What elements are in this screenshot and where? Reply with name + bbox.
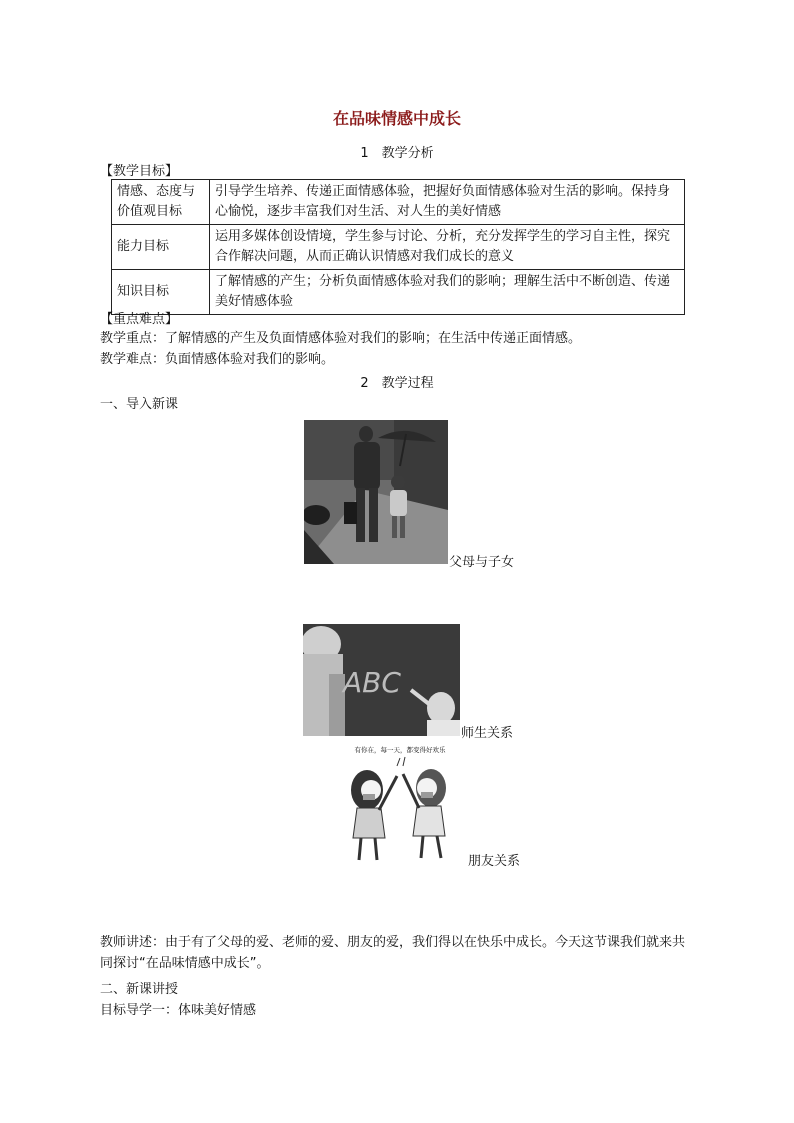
goal-text: 引导学生培养、传递正面情感体验，把握好负面情感体验对生活的影响。保持身心愉悦，逐步丰富我们对生活、对人生的美好情感	[210, 180, 685, 225]
teacher-talk-paragraph	[100, 932, 690, 974]
page-title: 在品味情感中成长	[332, 109, 461, 128]
caption-friends: 朋友关系	[468, 854, 521, 869]
table-row	[112, 180, 685, 225]
friends-illustration	[333, 742, 467, 866]
goal-label: 知识目标	[112, 270, 210, 315]
section-heading-process: 2 教学过程	[360, 376, 434, 391]
keypoints-heading: 【重点难点】	[100, 312, 179, 327]
table-row	[112, 225, 685, 270]
goal-text: 运用多媒体创设情境，学生参与讨论、分析，充分发挥学生的学习自主性，探究合作解决问题，从而正确认识情感对我们成长的意义	[210, 225, 685, 270]
difficult-point-text: 教学难点：负面情感体验对我们的影响。	[100, 352, 335, 367]
table-row	[112, 270, 685, 315]
caption-teacher: 师生关系	[461, 726, 514, 741]
friends-banner: 有你在，每一天，都变得好欢乐	[354, 746, 446, 754]
goal-text: 了解情感的产生；分析负面情感体验对我们的影响；理解生活中不断创造、传递美好情感体验	[210, 270, 685, 315]
teacher-student-photo	[303, 624, 460, 736]
goal-label: 情感、态度与价值观目标	[112, 180, 210, 225]
section-heading-analysis: 1 教学分析	[360, 146, 434, 161]
goal-guide-1: 目标导学一：体味美好情感	[100, 1003, 257, 1018]
teacher-talk-text: 教师讲述：由于有了父母的爱、老师的爱、朋友的爱，我们得以在快乐中成长。今天这节课我们就来共同探讨“在品味情感中成长”。	[100, 935, 686, 971]
key-point-text: 教学重点：了解情感的产生及负面情感体验对我们的影响；在生活中传递正面情感。	[100, 331, 582, 346]
step-heading-new-lesson: 二、新课讲授	[100, 982, 179, 997]
caption-parents: 父母与子女	[449, 555, 515, 570]
goal-label: 能力目标	[112, 225, 210, 270]
board-text: ABC	[343, 666, 401, 699]
step-heading-intro: 一、导入新课	[100, 397, 179, 412]
goals-heading: 【教学目标】	[100, 164, 179, 179]
goals-table	[111, 179, 685, 315]
parent-child-photo	[304, 420, 448, 564]
